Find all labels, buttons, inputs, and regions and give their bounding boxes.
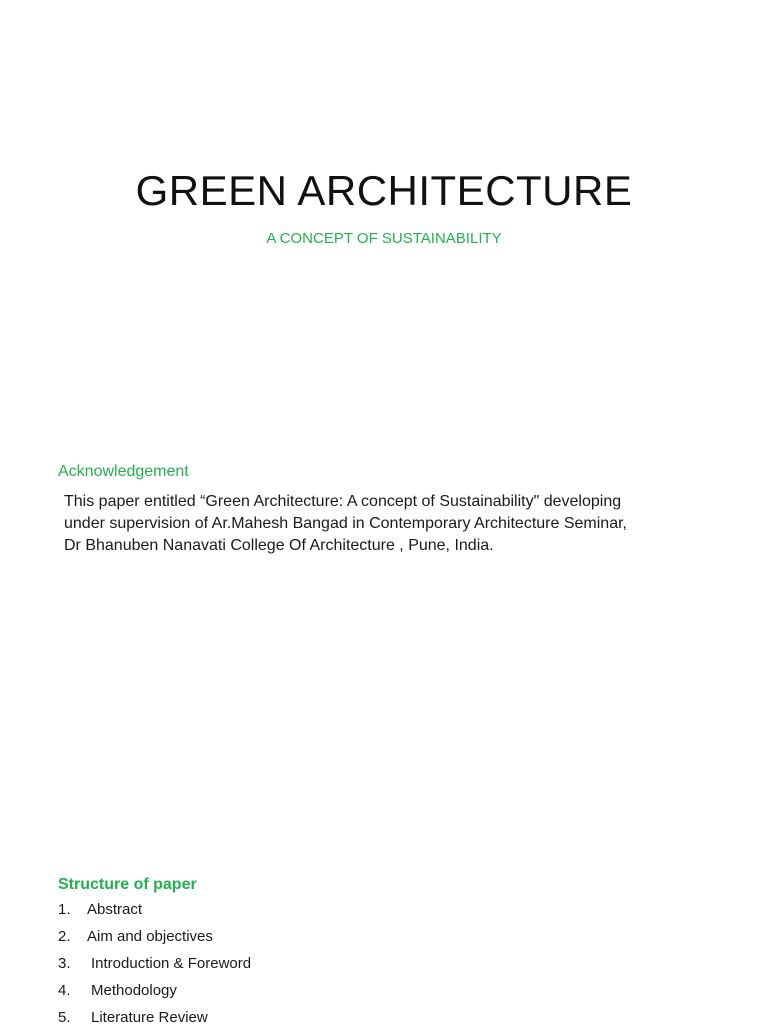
list-item-label: Abstract: [87, 901, 143, 918]
list-item-number: 4.: [58, 982, 71, 999]
list-item-label: Aim and objectives: [87, 928, 213, 945]
acknowledgement-heading: Acknowledgement: [58, 463, 189, 480]
document-title: GREEN ARCHITECTURE: [135, 167, 633, 214]
list-item-number: 3.: [58, 955, 71, 972]
list-item: [58, 954, 251, 981]
list-item-label: Introduction & Foreword: [91, 955, 252, 972]
list-item-label: Methodology: [91, 982, 177, 999]
acknowledgement-line: Dr Bhanuben Nanavati College Of Architecture , Pune, India.: [64, 537, 494, 554]
structure-list: [58, 900, 251, 1024]
list-item-label: Literature Review: [91, 1009, 208, 1024]
list-item: [58, 981, 251, 1008]
acknowledgement-line: under supervision of Ar.Mahesh Bangad in Contemporary Architecture Seminar,: [64, 515, 627, 532]
list-item-number: 1.: [58, 901, 71, 918]
list-item: [58, 1008, 251, 1024]
list-item: [58, 927, 251, 954]
list-item: [58, 900, 251, 927]
list-item-number: 2.: [58, 928, 71, 945]
document-subtitle: A CONCEPT OF SUSTAINABILITY: [266, 230, 502, 247]
acknowledgement-line: This paper entitled “Green Architecture: A concept of Sustainability" developing: [64, 493, 622, 510]
list-item-number: 5.: [58, 1009, 71, 1024]
structure-heading: Structure of paper: [58, 876, 197, 893]
acknowledgement-text: [64, 491, 744, 557]
